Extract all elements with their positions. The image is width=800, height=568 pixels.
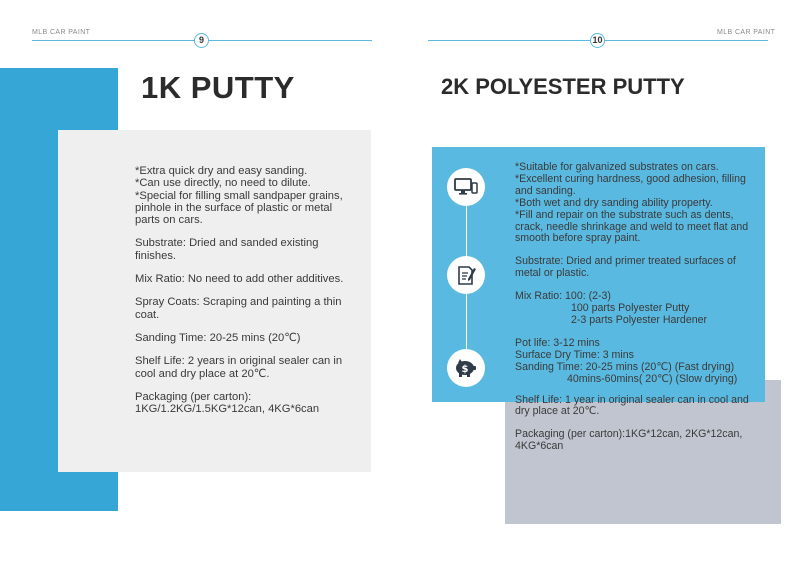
left-page-number: 9: [194, 33, 209, 48]
right-packaging: Packaging (per carton):1KG*12can, 2KG*12can, 4KG*6can: [515, 428, 743, 453]
left-page-title: 1K PUTTY: [141, 70, 295, 105]
right-shelf-life: Shelf Life: 1 year in original sealer can in cool and dry place at 20℃.: [515, 393, 749, 418]
right-mix-ratio-line1: 100 parts Polyester Putty: [571, 302, 690, 315]
left-features: *Extra quick dry and easy sanding. *Can use directly, no need to dilute. *Special for filling small sandpaper grains, pinhole in the surface of plastic or metal parts on cars.: [135, 165, 343, 227]
left-spray-coats: Spray Coats: Scraping and painting a thin coat.: [135, 296, 342, 321]
left-content-text: [135, 165, 357, 415]
right-pot-life: Pot life: 3-12 mins: [515, 336, 600, 349]
right-page-title: 2K POLYESTER PUTTY: [441, 74, 685, 99]
left-shelf-life: Shelf Life: 2 years in original sealer can in cool and dry place at 20℃.: [135, 355, 343, 380]
left-substrate: Substrate: Dried and sanded existing finishes.: [135, 237, 319, 262]
right-features: *Suitable for galvanized substrates on cars. *Excellent curing hardness, good adhesion, filling and sanding. *Both wet and dry sanding ability property. *Fill and repair on the substrate such as dents, crack, needle shrinkage and weld to meet flat and smooth before spray paint.: [515, 161, 749, 245]
left-packaging: Packaging (per carton): 1KG/1.2KG/1.5KG*12can, 4KG*6can: [135, 390, 320, 416]
right-surface-dry-time: Surface Dry Time: 3 mins: [515, 348, 634, 361]
document-pen-icon: [447, 256, 485, 294]
svg-text:$: $: [461, 364, 469, 375]
right-substrate: Substrate: Dried and primer treated surfaces of metal or plastic.: [515, 255, 736, 280]
right-sanding-time-slow: 40mins-60mins( 20℃) (Slow drying): [567, 372, 738, 385]
piggy-bank-icon: [447, 349, 485, 387]
left-header-brand: MLB CAR PAINT: [32, 29, 91, 36]
right-mix-ratio-label: Mix Ratio: 100: (2-3): [515, 290, 611, 303]
right-header-brand: MLB CAR PAINT: [717, 29, 776, 36]
computer-monitor-icon: [447, 168, 485, 206]
left-sanding-time: Sanding Time: 20-25 mins (20℃): [135, 331, 301, 344]
right-page-number: 10: [590, 33, 605, 48]
left-mix-ratio: Mix Ratio: No need to add other additives.: [135, 273, 344, 286]
right-content-text: [515, 162, 757, 453]
right-mix-ratio-line2: 2-3 parts Polyester Hardener: [571, 313, 708, 326]
right-sanding-time-fast: Sanding Time: 20-25 mins (20℃) (Fast drying): [515, 360, 735, 373]
